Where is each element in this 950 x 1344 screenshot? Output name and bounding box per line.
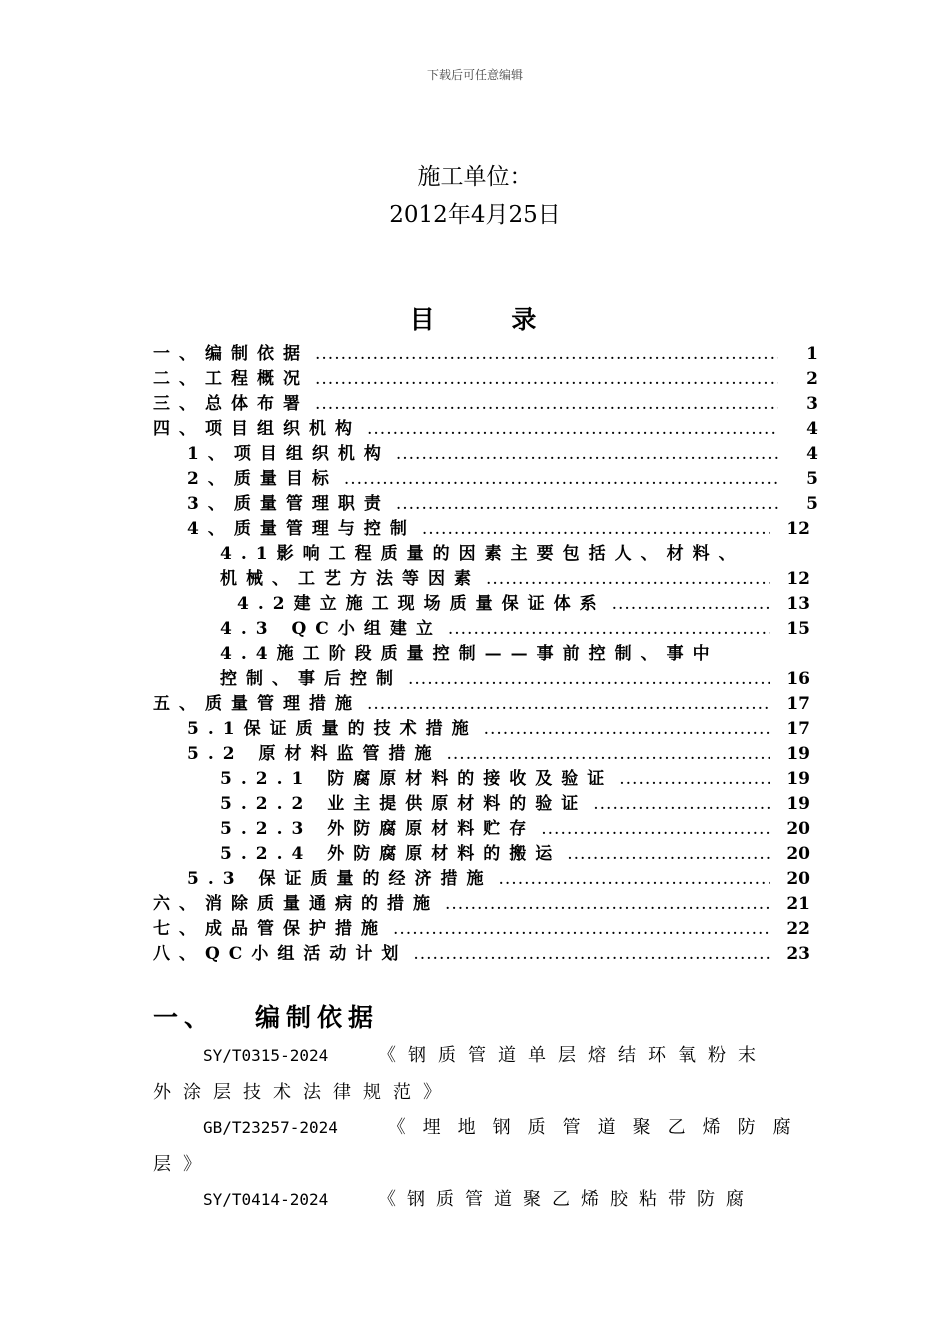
- construction-unit-label: 施工单位：: [417, 164, 533, 190]
- toc-entry-page: 12: [786, 569, 810, 589]
- toc-entry-page: 20: [786, 819, 810, 839]
- toc-entry-page: 4: [806, 444, 818, 464]
- toc-entry-label: 5.1保证质量的技术措施: [187, 719, 478, 739]
- toc-entry-label: 机械、工艺方法等因素: [220, 569, 480, 589]
- toc-entry[interactable]: [153, 417, 818, 442]
- toc-entry[interactable]: [220, 817, 810, 842]
- toc-entry[interactable]: [187, 492, 818, 517]
- toc-entry-label: 4.2建立施工现场质量保证体系: [237, 594, 606, 614]
- section-heading: [153, 998, 379, 1034]
- toc-entry-page: 19: [786, 769, 810, 789]
- toc-leader-dots: [612, 592, 770, 617]
- toc-entry[interactable]: [187, 867, 810, 892]
- toc-entry-page: 19: [786, 794, 810, 814]
- toc-leader-dots: [567, 842, 770, 867]
- toc-entry-label-line1[interactable]: 4.1影响工程质量的因素主要包括人、材料、: [220, 544, 745, 564]
- toc-leader-dots: [447, 742, 771, 767]
- toc-leader-dots: [422, 517, 770, 542]
- toc-leader-dots: [593, 792, 770, 817]
- toc-entry-label: 一、编制依据: [153, 344, 309, 364]
- toc-leader-dots: [315, 367, 778, 392]
- toc-entry[interactable]: [153, 342, 818, 367]
- toc-entry-label: 5.2.3 外防腐原材料贮存: [220, 819, 536, 839]
- standard-code: SY/T0414-2024: [203, 1190, 329, 1209]
- toc-entry[interactable]: [220, 667, 810, 692]
- toc-entry[interactable]: [187, 467, 818, 492]
- toc-entry-page: 5: [806, 469, 818, 489]
- standard-title-continued: 外涂层技术法律规范》: [153, 1082, 453, 1103]
- toc-leader-dots: [448, 617, 770, 642]
- toc-entry-label: 控制、事后控制: [220, 669, 402, 689]
- toc-entry-page: 20: [786, 844, 810, 864]
- toc-leader-dots: [315, 342, 778, 367]
- reference-line: [203, 1185, 755, 1211]
- toc-entry[interactable]: [153, 392, 818, 417]
- toc-entry-label: 5.2.2 业主提供原材料的验证: [220, 794, 588, 814]
- toc-entry-label: 1、项目组织机构: [187, 444, 390, 464]
- toc-entry[interactable]: [153, 892, 810, 917]
- toc-entry-label: 4、质量管理与控制: [187, 519, 416, 539]
- toc-entry-label: 5.2.4 外防腐原材料的搬运: [220, 844, 562, 864]
- toc-entry-page: 23: [786, 944, 810, 964]
- toc-leader-dots: [393, 917, 770, 942]
- toc-entry-page: 2: [806, 369, 818, 389]
- toc-entry-page: 4: [806, 419, 818, 439]
- toc-leader-dots: [396, 492, 778, 517]
- toc-leader-dots: [367, 417, 778, 442]
- toc-entry-label: 3、质量管理职责: [187, 494, 390, 514]
- toc-entry-label: 八、QC小组活动计划: [153, 944, 408, 964]
- standard-title: 《埋地钢质管道聚乙烯防腐: [387, 1117, 808, 1138]
- toc-entry[interactable]: [153, 917, 810, 942]
- toc-entry-label: 四、项目组织机构: [153, 419, 361, 439]
- toc-entry[interactable]: [187, 717, 810, 742]
- toc-entry-page: 3: [806, 394, 818, 414]
- section-number: 一、: [153, 1003, 216, 1032]
- toc-entry-label: 三、总体布署: [153, 394, 309, 414]
- toc-entry-label: 5.2.1 防腐原材料的接收及验证: [220, 769, 614, 789]
- header-note: 下载后可任意编辑: [426, 68, 523, 82]
- toc-title: 目 录: [409, 305, 571, 334]
- toc-entry-page: 5: [806, 494, 818, 514]
- toc-leader-dots: [541, 817, 770, 842]
- toc-entry[interactable]: [237, 592, 810, 617]
- standard-title: 《钢质管道单层熔结环氧粉末: [377, 1045, 768, 1066]
- toc-entry-label: 六、消除质量通病的措施: [153, 894, 439, 914]
- toc-entry[interactable]: [220, 767, 810, 792]
- toc-leader-dots: [408, 667, 770, 692]
- toc-entry-label-line1[interactable]: 4.4施工阶段质量控制——事前控制、事中: [220, 644, 719, 664]
- toc-entry-page: 21: [786, 894, 810, 914]
- toc-entry-page: 16: [786, 669, 810, 689]
- document-date: 2012年4月25日: [389, 202, 561, 228]
- toc-entry[interactable]: [153, 692, 810, 717]
- toc-entry-page: 12: [786, 519, 810, 539]
- standard-code: GB/T23257-2024: [203, 1118, 338, 1137]
- toc-entry-label: 七、成品管保护措施: [153, 919, 387, 939]
- toc-entry[interactable]: [187, 517, 810, 542]
- toc-entry[interactable]: [153, 942, 810, 967]
- toc-entry[interactable]: [187, 442, 818, 467]
- toc-leader-dots: [367, 692, 770, 717]
- reference-line: [203, 1041, 768, 1067]
- toc-leader-dots: [344, 467, 778, 492]
- toc-entry-page: 15: [786, 619, 810, 639]
- toc-entry-page: 19: [786, 744, 810, 764]
- toc-entry-label: 五、质量管理措施: [153, 694, 361, 714]
- standard-title-continued: 层》: [153, 1154, 213, 1175]
- section-title: 编制依据: [255, 1003, 380, 1032]
- toc-leader-dots: [486, 567, 770, 592]
- toc-entry[interactable]: [187, 742, 810, 767]
- toc-leader-dots: [315, 392, 778, 417]
- toc-entry[interactable]: [153, 367, 818, 392]
- reference-line: [203, 1113, 808, 1139]
- toc-entry[interactable]: [220, 567, 810, 592]
- toc-entry[interactable]: [220, 617, 810, 642]
- toc-entry-label: 二、工程概况: [153, 369, 309, 389]
- toc-entry-label: 5.2 原材料监管措施: [187, 744, 441, 764]
- toc-entry-page: 17: [786, 694, 810, 714]
- toc-entry-page: 20: [786, 869, 810, 889]
- toc-entry-label: 5.3 保证质量的经济措施: [187, 869, 493, 889]
- toc-leader-dots: [445, 892, 770, 917]
- toc-leader-dots: [619, 767, 770, 792]
- standard-code: SY/T0315-2024: [203, 1046, 329, 1065]
- toc-leader-dots: [499, 867, 771, 892]
- standard-title: 《钢质管道聚乙烯胶粘带防腐: [377, 1189, 755, 1210]
- toc-entry-label: 2、质量目标: [187, 469, 338, 489]
- toc-entry[interactable]: [220, 792, 810, 817]
- toc-entry[interactable]: [220, 842, 810, 867]
- toc-leader-dots: [484, 717, 770, 742]
- toc-entry-label: 4.3 QC小组建立: [220, 619, 442, 639]
- toc-entry-page: 17: [786, 719, 810, 739]
- toc-entry-page: 1: [806, 344, 818, 364]
- toc-leader-dots: [396, 442, 778, 467]
- toc-entry-page: 22: [786, 919, 810, 939]
- toc-entry-page: 13: [786, 594, 810, 614]
- toc-leader-dots: [413, 942, 770, 967]
